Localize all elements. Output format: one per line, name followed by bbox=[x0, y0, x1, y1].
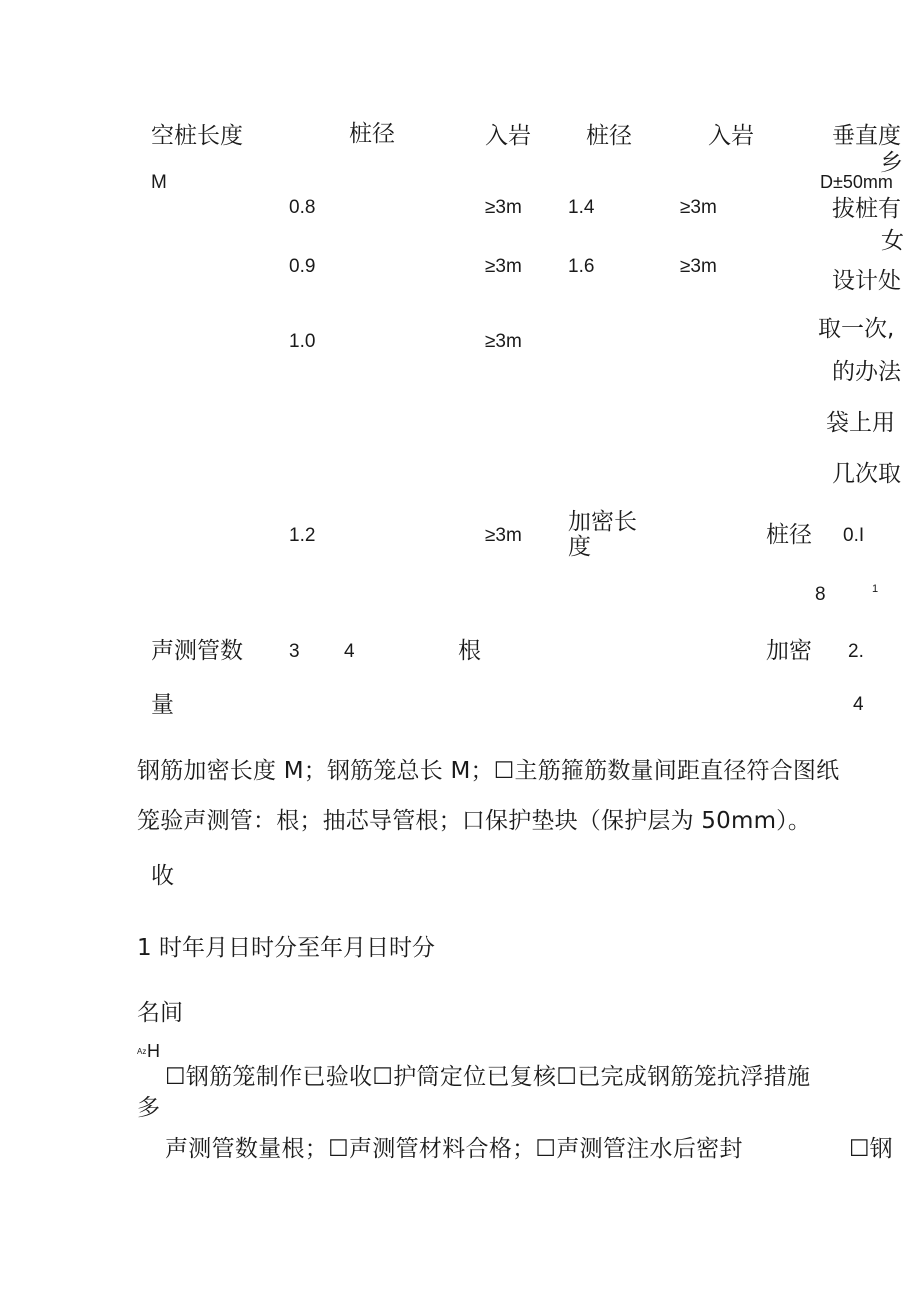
row4-rock: ≥3m bbox=[485, 525, 522, 546]
value-2: 2. bbox=[848, 641, 864, 662]
body-line-4: 1 时年月日时分至年月日时分 bbox=[137, 935, 435, 961]
header-verticality-cut-wrap bbox=[880, 150, 906, 176]
note-line-4: 取一次, bbox=[818, 316, 895, 342]
encryption-label: 加密 bbox=[766, 638, 812, 664]
note-line-7: 几次取 bbox=[832, 461, 901, 487]
row2-rock: ≥3m bbox=[485, 256, 522, 277]
header-verticality: 垂直度 bbox=[832, 123, 901, 149]
header-unit-m: M bbox=[151, 172, 167, 193]
body-line-2: 笼验声测管：根；抽芯导管根；口保护垫块（保护层为 50mm）。 bbox=[137, 808, 812, 834]
count-3: 3 bbox=[289, 641, 300, 662]
note-line-2: 女 bbox=[881, 228, 904, 254]
row3-diameter: 1.0 bbox=[289, 331, 316, 352]
value-4: 4 bbox=[853, 694, 864, 715]
body-line-6: H bbox=[147, 1041, 160, 1061]
value-0-1: 0.I bbox=[843, 525, 865, 546]
note-line-5: 的办法 bbox=[832, 359, 901, 385]
body-line-5: 名间 bbox=[137, 1000, 183, 1026]
row1-diameter: 0.8 bbox=[289, 197, 316, 218]
row2-diameter: 0.9 bbox=[289, 256, 316, 277]
body-line-3: 收 bbox=[151, 863, 174, 889]
row1-rock-2: ≥3m bbox=[680, 197, 717, 218]
value-8: 8 bbox=[815, 584, 826, 605]
row1-rock: ≥3m bbox=[485, 197, 522, 218]
body-line-7: ☐钢筋笼制作已验收☐护筒定位已复核☐已完成钢筋笼抗浮措施 bbox=[165, 1064, 811, 1090]
row4-diameter: 1.2 bbox=[289, 525, 316, 546]
note-line-1: 拔桩有 bbox=[832, 196, 901, 222]
note-line-3: 设计处 bbox=[832, 268, 901, 294]
count-unit: 根 bbox=[458, 638, 481, 664]
note-line-6: 袋上用 bbox=[826, 410, 895, 436]
value-1: 1 bbox=[872, 583, 879, 595]
body-line-9-tail: ☐钢 bbox=[849, 1136, 893, 1162]
header-tolerance: D±50mm bbox=[820, 172, 893, 192]
body-line-8: 多 bbox=[137, 1095, 160, 1121]
sonic-tube-count-label-b: 量 bbox=[151, 692, 174, 718]
body-line-6-small: Az bbox=[137, 1047, 147, 1056]
row2-diameter-2: 1.6 bbox=[568, 256, 595, 277]
row2-rock-2: ≥3m bbox=[680, 256, 717, 277]
row1-diameter-2: 1.4 bbox=[568, 197, 595, 218]
header-rock-entry-2: 入岩 bbox=[708, 123, 754, 149]
header-empty-pile-length: 空桩长度 bbox=[151, 123, 243, 149]
encryption-length-label: 加密长度 bbox=[568, 509, 637, 561]
header-tolerance-wrap bbox=[820, 173, 906, 195]
body-line-1: 钢筋加密长度 M；钢筋笼总长 M；☐主筋箍筋数量间距直径符合图纸 bbox=[137, 758, 840, 784]
sonic-tube-count-label-a: 声测管数 bbox=[151, 638, 243, 664]
body-line-9: 声测管数量根；☐声测管材料合格；☐声测管注水后密封 bbox=[165, 1136, 743, 1162]
header-rock-entry-1: 入岩 bbox=[485, 123, 531, 149]
header-pile-diameter-2: 桩径 bbox=[586, 123, 632, 149]
header-pile-diameter-1: 桩径 bbox=[349, 121, 395, 147]
header-verticality-cut: 乡 bbox=[880, 150, 903, 176]
count-4: 4 bbox=[344, 641, 355, 662]
pile-diameter-3: 桩径 bbox=[766, 522, 812, 548]
right-column-notes bbox=[818, 196, 906, 496]
row3-rock: ≥3m bbox=[485, 331, 522, 352]
